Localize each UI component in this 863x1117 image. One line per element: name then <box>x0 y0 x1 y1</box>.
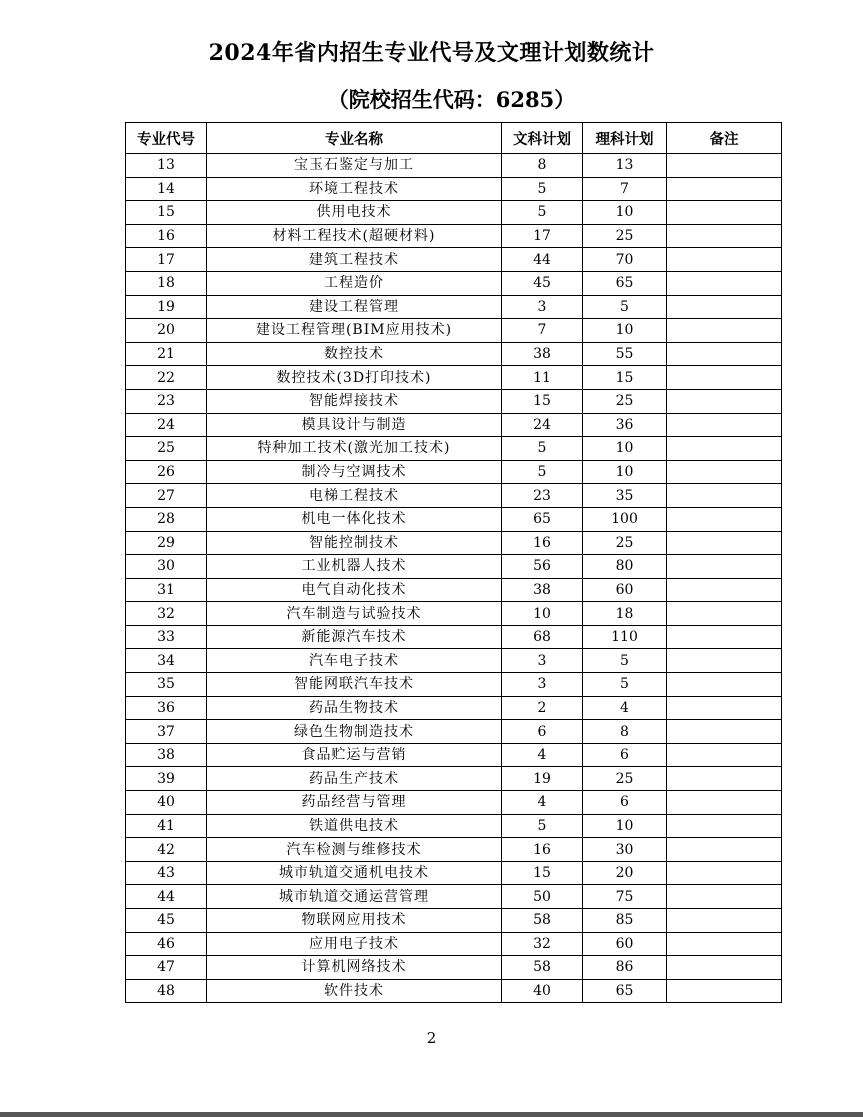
remarks-cell <box>667 555 782 579</box>
major-code-cell: 38 <box>126 743 207 767</box>
arts-plan-cell: 3 <box>502 295 583 319</box>
major-code-cell: 45 <box>126 909 207 933</box>
remarks-cell <box>667 932 782 956</box>
science-plan-cell: 65 <box>583 979 667 1003</box>
major-name-cell: 电气自动化技术 <box>207 578 502 602</box>
major-name-cell: 宝玉石鉴定与加工 <box>207 154 502 178</box>
remarks-cell <box>667 531 782 555</box>
major-code-cell: 30 <box>126 555 207 579</box>
major-code-cell: 29 <box>126 531 207 555</box>
remarks-cell <box>667 437 782 461</box>
table-row <box>126 342 782 366</box>
table-row <box>126 507 782 531</box>
major-name-cell: 汽车检测与维修技术 <box>207 838 502 862</box>
arts-plan-cell: 24 <box>502 413 583 437</box>
remarks-cell <box>667 743 782 767</box>
arts-plan-cell: 19 <box>502 767 583 791</box>
remarks-cell <box>667 909 782 933</box>
science-plan-cell: 65 <box>583 271 667 295</box>
arts-plan-cell: 44 <box>502 248 583 272</box>
remarks-cell <box>667 838 782 862</box>
remarks-cell <box>667 248 782 272</box>
arts-plan-cell: 38 <box>502 578 583 602</box>
remarks-cell <box>667 814 782 838</box>
major-name-cell: 环境工程技术 <box>207 177 502 201</box>
major-name-cell: 汽车制造与试验技术 <box>207 602 502 626</box>
major-name-cell: 药品生产技术 <box>207 767 502 791</box>
arts-plan-cell: 5 <box>502 814 583 838</box>
remarks-cell <box>667 507 782 531</box>
remarks-cell <box>667 224 782 248</box>
major-name-cell: 计算机网络技术 <box>207 956 502 980</box>
major-name-cell: 软件技术 <box>207 979 502 1003</box>
major-name-cell: 建筑工程技术 <box>207 248 502 272</box>
science-plan-cell: 8 <box>583 720 667 744</box>
arts-plan-cell: 4 <box>502 743 583 767</box>
major-code-cell: 13 <box>126 154 207 178</box>
page-subtitle: （院校招生代码：6285） <box>327 87 576 112</box>
arts-plan-cell: 56 <box>502 555 583 579</box>
header-arts-plan: 文科计划 <box>502 123 583 154</box>
science-plan-cell: 25 <box>583 224 667 248</box>
arts-plan-cell: 40 <box>502 979 583 1003</box>
header-major-name: 专业名称 <box>207 123 502 154</box>
science-plan-cell: 15 <box>583 366 667 390</box>
major-name-cell: 工程造价 <box>207 271 502 295</box>
major-code-cell: 44 <box>126 885 207 909</box>
science-plan-cell: 110 <box>583 625 667 649</box>
science-plan-cell: 10 <box>583 201 667 225</box>
remarks-cell <box>667 767 782 791</box>
arts-plan-cell: 65 <box>502 507 583 531</box>
major-code-cell: 37 <box>126 720 207 744</box>
arts-plan-cell: 15 <box>502 861 583 885</box>
remarks-cell <box>667 696 782 720</box>
science-plan-cell: 10 <box>583 460 667 484</box>
major-name-cell: 绿色生物制造技术 <box>207 720 502 744</box>
major-code-cell: 33 <box>126 625 207 649</box>
science-plan-cell: 25 <box>583 389 667 413</box>
arts-plan-cell: 58 <box>502 956 583 980</box>
table-row <box>126 838 782 862</box>
table-row <box>126 319 782 343</box>
table-row <box>126 909 782 933</box>
major-code-cell: 32 <box>126 602 207 626</box>
remarks-cell <box>667 389 782 413</box>
major-name-cell: 智能网联汽车技术 <box>207 673 502 697</box>
table-row <box>126 531 782 555</box>
remarks-cell <box>667 649 782 673</box>
major-code-cell: 17 <box>126 248 207 272</box>
major-name-cell: 食品贮运与营销 <box>207 743 502 767</box>
table-row <box>126 271 782 295</box>
arts-plan-cell: 4 <box>502 791 583 815</box>
science-plan-cell: 60 <box>583 932 667 956</box>
table-row <box>126 389 782 413</box>
arts-plan-cell: 16 <box>502 531 583 555</box>
remarks-cell <box>667 956 782 980</box>
header-major-code: 专业代号 <box>126 123 207 154</box>
major-code-cell: 20 <box>126 319 207 343</box>
major-name-cell: 药品经营与管理 <box>207 791 502 815</box>
major-code-cell: 47 <box>126 956 207 980</box>
remarks-cell <box>667 295 782 319</box>
arts-plan-cell: 5 <box>502 437 583 461</box>
remarks-cell <box>667 791 782 815</box>
table-header-row <box>126 123 782 154</box>
major-code-cell: 23 <box>126 389 207 413</box>
remarks-cell <box>667 885 782 909</box>
major-name-cell: 城市轨道交通运营管理 <box>207 885 502 909</box>
header-remarks: 备注 <box>667 123 782 154</box>
science-plan-cell: 100 <box>583 507 667 531</box>
science-plan-cell: 10 <box>583 437 667 461</box>
science-plan-cell: 7 <box>583 177 667 201</box>
table-row <box>126 861 782 885</box>
science-plan-cell: 25 <box>583 767 667 791</box>
table-row <box>126 224 782 248</box>
major-name-cell: 数控技术(3D打印技术) <box>207 366 502 390</box>
science-plan-cell: 60 <box>583 578 667 602</box>
table-row <box>126 555 782 579</box>
table-row <box>126 295 782 319</box>
major-code-cell: 15 <box>126 201 207 225</box>
major-name-cell: 电梯工程技术 <box>207 484 502 508</box>
major-name-cell: 药品生物技术 <box>207 696 502 720</box>
science-plan-cell: 6 <box>583 743 667 767</box>
table-body <box>126 154 782 1003</box>
major-code-cell: 22 <box>126 366 207 390</box>
major-code-cell: 27 <box>126 484 207 508</box>
major-code-cell: 35 <box>126 673 207 697</box>
table-row <box>126 885 782 909</box>
major-code-cell: 46 <box>126 932 207 956</box>
major-name-cell: 制冷与空调技术 <box>207 460 502 484</box>
science-plan-cell: 80 <box>583 555 667 579</box>
arts-plan-cell: 32 <box>502 932 583 956</box>
major-name-cell: 供用电技术 <box>207 201 502 225</box>
major-code-cell: 14 <box>126 177 207 201</box>
major-name-cell: 汽车电子技术 <box>207 649 502 673</box>
remarks-cell <box>667 720 782 744</box>
header-science-plan: 理科计划 <box>583 123 667 154</box>
arts-plan-cell: 68 <box>502 625 583 649</box>
major-name-cell: 智能焊接技术 <box>207 389 502 413</box>
major-code-cell: 24 <box>126 413 207 437</box>
major-code-cell: 19 <box>126 295 207 319</box>
page-number: 2 <box>426 1029 437 1047</box>
arts-plan-cell: 58 <box>502 909 583 933</box>
major-name-cell: 材料工程技术(超硬材料) <box>207 224 502 248</box>
arts-plan-cell: 5 <box>502 201 583 225</box>
science-plan-cell: 5 <box>583 673 667 697</box>
major-code-cell: 39 <box>126 767 207 791</box>
major-name-cell: 数控技术 <box>207 342 502 366</box>
science-plan-cell: 5 <box>583 649 667 673</box>
table-row <box>126 649 782 673</box>
remarks-cell <box>667 413 782 437</box>
arts-plan-cell: 45 <box>502 271 583 295</box>
major-code-cell: 28 <box>126 507 207 531</box>
major-code-cell: 18 <box>126 271 207 295</box>
table-row <box>126 248 782 272</box>
major-name-cell: 物联网应用技术 <box>207 909 502 933</box>
science-plan-cell: 13 <box>583 154 667 178</box>
arts-plan-cell: 11 <box>502 366 583 390</box>
major-name-cell: 新能源汽车技术 <box>207 625 502 649</box>
major-code-cell: 43 <box>126 861 207 885</box>
major-code-cell: 21 <box>126 342 207 366</box>
remarks-cell <box>667 979 782 1003</box>
major-code-cell: 26 <box>126 460 207 484</box>
remarks-cell <box>667 861 782 885</box>
table-row <box>126 177 782 201</box>
major-code-cell: 34 <box>126 649 207 673</box>
table-row <box>126 437 782 461</box>
science-plan-cell: 70 <box>583 248 667 272</box>
major-name-cell: 模具设计与制造 <box>207 413 502 437</box>
arts-plan-cell: 6 <box>502 720 583 744</box>
table-row <box>126 956 782 980</box>
arts-plan-cell: 5 <box>502 177 583 201</box>
arts-plan-cell: 5 <box>502 460 583 484</box>
arts-plan-cell: 16 <box>502 838 583 862</box>
major-code-cell: 31 <box>126 578 207 602</box>
remarks-cell <box>667 201 782 225</box>
science-plan-cell: 6 <box>583 791 667 815</box>
arts-plan-cell: 3 <box>502 673 583 697</box>
science-plan-cell: 36 <box>583 413 667 437</box>
table-row <box>126 673 782 697</box>
major-code-cell: 16 <box>126 224 207 248</box>
table-row <box>126 484 782 508</box>
arts-plan-cell: 8 <box>502 154 583 178</box>
remarks-cell <box>667 319 782 343</box>
table-row <box>126 413 782 437</box>
page-title: 2024年省内招生专业代号及文理计划数统计 <box>208 40 655 66</box>
major-name-cell: 城市轨道交通机电技术 <box>207 861 502 885</box>
bottom-divider <box>0 1112 863 1117</box>
table-row <box>126 814 782 838</box>
table-row <box>126 696 782 720</box>
table-row <box>126 578 782 602</box>
major-code-cell: 25 <box>126 437 207 461</box>
science-plan-cell: 30 <box>583 838 667 862</box>
major-name-cell: 特种加工技术(激光加工技术) <box>207 437 502 461</box>
remarks-cell <box>667 366 782 390</box>
arts-plan-cell: 10 <box>502 602 583 626</box>
science-plan-cell: 86 <box>583 956 667 980</box>
science-plan-cell: 85 <box>583 909 667 933</box>
science-plan-cell: 10 <box>583 814 667 838</box>
table-row <box>126 767 782 791</box>
remarks-cell <box>667 154 782 178</box>
science-plan-cell: 5 <box>583 295 667 319</box>
major-code-cell: 40 <box>126 791 207 815</box>
table-row <box>126 743 782 767</box>
major-code-cell: 42 <box>126 838 207 862</box>
table-row <box>126 366 782 390</box>
remarks-cell <box>667 673 782 697</box>
remarks-cell <box>667 578 782 602</box>
science-plan-cell: 20 <box>583 861 667 885</box>
table-row <box>126 201 782 225</box>
major-name-cell: 建设工程管理(BIM应用技术) <box>207 319 502 343</box>
major-name-cell: 机电一体化技术 <box>207 507 502 531</box>
table-row <box>126 932 782 956</box>
arts-plan-cell: 17 <box>502 224 583 248</box>
enrollment-plan-table <box>125 122 782 1003</box>
table-row <box>126 602 782 626</box>
remarks-cell <box>667 460 782 484</box>
arts-plan-cell: 15 <box>502 389 583 413</box>
arts-plan-cell: 2 <box>502 696 583 720</box>
science-plan-cell: 18 <box>583 602 667 626</box>
major-name-cell: 铁道供电技术 <box>207 814 502 838</box>
science-plan-cell: 35 <box>583 484 667 508</box>
table-row <box>126 720 782 744</box>
major-code-cell: 48 <box>126 979 207 1003</box>
table-row <box>126 460 782 484</box>
remarks-cell <box>667 177 782 201</box>
science-plan-cell: 4 <box>583 696 667 720</box>
remarks-cell <box>667 602 782 626</box>
remarks-cell <box>667 342 782 366</box>
science-plan-cell: 10 <box>583 319 667 343</box>
arts-plan-cell: 50 <box>502 885 583 909</box>
remarks-cell <box>667 484 782 508</box>
major-code-cell: 36 <box>126 696 207 720</box>
remarks-cell <box>667 625 782 649</box>
major-name-cell: 智能控制技术 <box>207 531 502 555</box>
table-row <box>126 791 782 815</box>
major-name-cell: 应用电子技术 <box>207 932 502 956</box>
arts-plan-cell: 23 <box>502 484 583 508</box>
science-plan-cell: 55 <box>583 342 667 366</box>
table-row <box>126 154 782 178</box>
science-plan-cell: 25 <box>583 531 667 555</box>
major-name-cell: 建设工程管理 <box>207 295 502 319</box>
arts-plan-cell: 3 <box>502 649 583 673</box>
major-name-cell: 工业机器人技术 <box>207 555 502 579</box>
table-row <box>126 979 782 1003</box>
arts-plan-cell: 7 <box>502 319 583 343</box>
science-plan-cell: 75 <box>583 885 667 909</box>
major-code-cell: 41 <box>126 814 207 838</box>
table-row <box>126 625 782 649</box>
arts-plan-cell: 38 <box>502 342 583 366</box>
remarks-cell <box>667 271 782 295</box>
